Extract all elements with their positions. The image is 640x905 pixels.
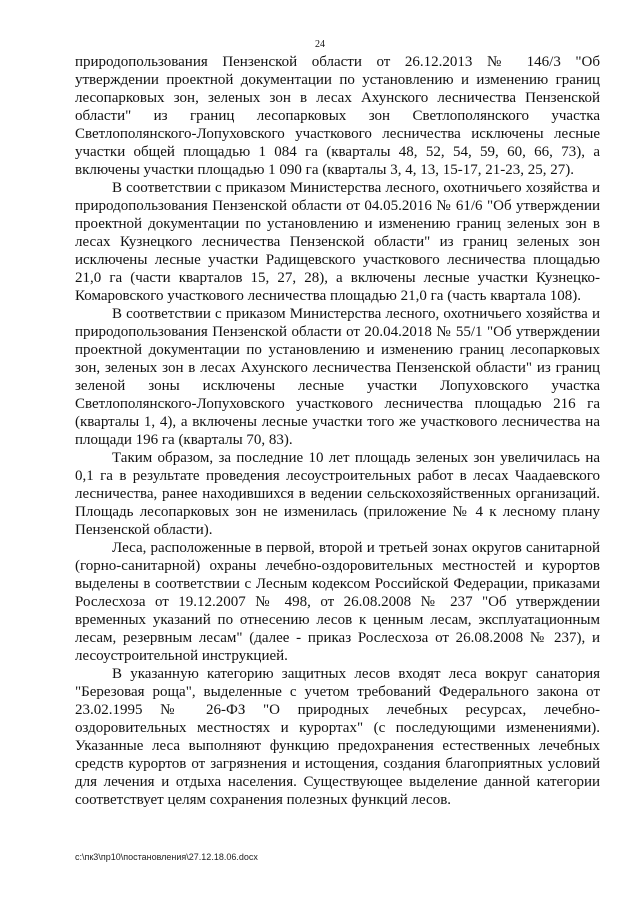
paragraph-5: Леса, расположенные в первой, второй и третьей зонах округов санитарной (горно-санитарной) охраны лечебно-оздоровительных местностей и курортов выделены в соответствии с Лесным кодексом Российской Федерации, приказами Рослесхоза от 19.12.2007 № 498, от 26.08.2008 № 237 "Об утверждении временных указаний по отнесению лесов к ценным лесам, эксплуатационным лесам, резервным лесам" (далее - приказ Рослесхоза от 26.08.2008 № 237), и лесоустроительной инструкцией. bbox=[75, 540, 600, 664]
page-number: 24 bbox=[315, 39, 325, 50]
paragraph-3: В соответствии с приказом Министерства лесного, охотничьего хозяйства и природопользования Пензенской области от 20.04.2018 № 55/1 "Об утверждении проектной документации по установлению и изменению границ лесопарковых зон, зеленых зон в лесах Ахунского лесничества Пензенской области" из границ зеленой зоны исключены лесные участки Лопуховского участка Светлополянского-Лопуховского участкового лесничества площадью 216 га (кварталы 1, 4), а включены лесные участки того же участкового лесничества на площади 196 га (кварталы 70, 83). bbox=[75, 306, 600, 448]
paragraph-2: В соответствии с приказом Министерства лесного, охотничьего хозяйства и природопользования Пензенской области от 04.05.2016 № 61/6 "Об утверждении проектной документации по установлению и изменению границ зеленых зон в лесах Кузнецкого лесничества Пензенской области" из границ зеленых зон исключены лесные участки Радищевского участкового лесничества площадью 21,0 га (части кварталов 15, 27, 28), а включены лесные участки Кузнецко-Комаровского участкового лесничества площадью 21,0 га (часть квартала 108). bbox=[75, 180, 600, 304]
paragraph-4: Таким образом, за последние 10 лет площадь зеленых зон увеличилась на 0,1 га в результате проведения лесоустроительных работ в лесах Чаадаевского лесничества, ранее находившихся в ведении сельскохозяйственных организаций. Площадь лесопарковых зон не изменилась (приложение № 4 к лесному плану Пензенской области). bbox=[75, 450, 600, 538]
paragraph-1: природопользования Пензенской области от 26.12.2013 № 146/3 "Об утверждении проектной документации по установлению и изменению границ лесопарковых зон, зеленых зон в лесах Ахунского лесничества Пензенской области" из границ лесопарковых зон Светлополянского участка Светлополянского-Лопуховского участкового лесничества исключены лесные участки общей площадью 1 084 га (кварталы 48, 52, 54, 59, 60, 66, 73), а включены участки площадью 1 090 га (кварталы 3, 4, 13, 15-17, 21-23, 25, 27). bbox=[75, 54, 600, 178]
paragraph-6: В указанную категорию защитных лесов входят леса вокруг санатория "Березовая роща", выделенные с учетом требований Федерального закона от 23.02.1995 № 26-ФЗ "О природных лечебных ресурсах, лечебно-оздоровительных местностях и курортах" (с последующими изменениями). Указанные леса выполняют функцию предохранения естественных лечебных средств курортов от загрязнения и истощения, создания благоприятных условий для лечения и отдыха населения. Существующее выделение данной категории соответствует целям сохранения полезных функций лесов. bbox=[75, 666, 600, 808]
footer-file-path: c:\пк3\пр10\постановления\27.12.18.06.docx bbox=[75, 852, 258, 862]
document-body bbox=[75, 53, 600, 809]
